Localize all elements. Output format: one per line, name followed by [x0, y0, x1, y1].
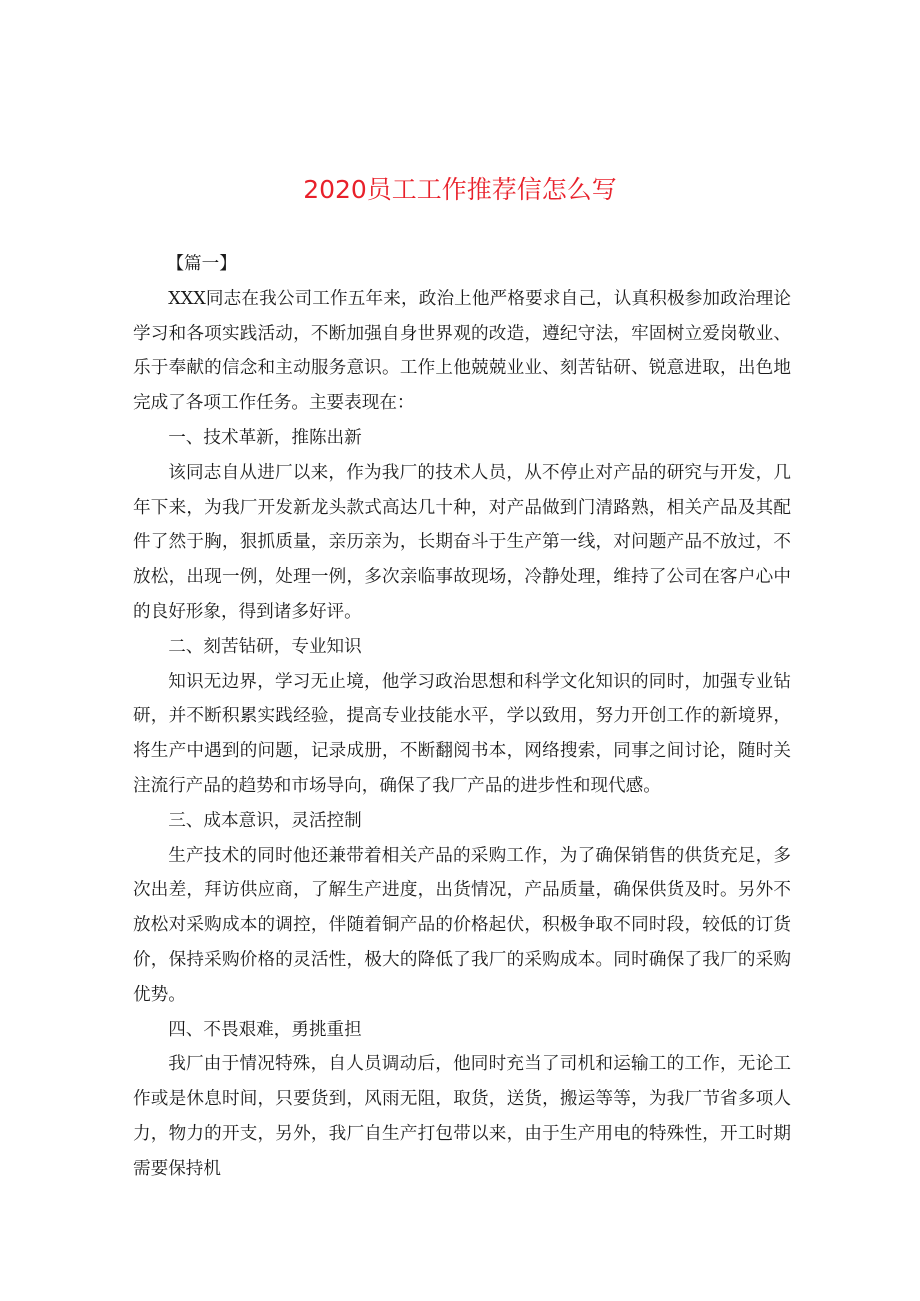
paragraph-technical-innovation: 该同志自从进厂以来，作为我厂的技术人员，从不停止对产品的研究与开发，几年下来，为我厂开发新龙头款式高达几十种，对产品做到门清路熟，相关产品及其配件了然于胸，狠抓质量，亲历亲为，长期奋斗于生产第一线，对问题产品不放过，不放松，出现一例，处理一例，多次亲临事故现场，冷静处理，维持了公司在客户心中的良好形象，得到诸多好评。 — [133, 462, 791, 622]
heading-professional-study: 二、刻苦钻研，专业知识 — [168, 636, 362, 657]
paragraph-take-on-burdens: 我厂由于情况特殊，自人员调动后，他同时充当了司机和运输工的工作，无论工作或是休息时间，只要货到，风雨无阻，取货，送货，搬运等等，为我厂节省多项人力，物力的开支，另外，我厂自生产打包带以来，由于生产用电的特殊性，开工时期需要保持机 — [133, 1054, 791, 1179]
heading-technical-innovation: 一、技术革新，推陈出新 — [168, 427, 362, 448]
document-title: 2020员工工作推荐信怎么写 — [303, 175, 617, 204]
section-label: 【篇一】 — [166, 254, 237, 274]
paragraph-cost-awareness: 生产技术的同时他还兼带着相关产品的采购工作，为了确保销售的供货充足，多次出差，拜访供应商，了解生产进度，出货情况，产品质量，确保供货及时。另外不放松对采购成本的调控，伴随着铜产品的价格起伏，积极争取不同时段，较低的订货价，保持采购价格的灵活性，极大的降低了我厂的采购成本。同时确保了我厂的采购优势。 — [133, 845, 791, 1005]
heading-cost-awareness: 三、成本意识，灵活控制 — [168, 810, 362, 831]
paragraph-professional-study: 知识无边界，学习无止境，他学习政治思想和科学文化知识的同时，加强专业钻研，并不断积累实践经验，提高专业技能水平，学以致用，努力开创工作的新境界，将生产中遇到的问题，记录成册，不断翻阅书本，网络搜索，同事之间讨论，随时关注流行产品的趋势和市场导向，确保了我厂产品的进步性和现代感。 — [133, 671, 791, 796]
paragraph-intro: XXX同志在我公司工作五年来，政治上他严格要求自己，认真积极参加政治理论学习和各项实践活动，不断加强自身世界观的改造，遵纪守法，牢固树立爱岗敬业、乐于奉献的信念和主动服务意识。工作上他兢兢业业、刻苦钻研、锐意进取，出色地完成了各项工作任务。主要表现在： — [133, 288, 791, 414]
document-body — [133, 247, 791, 1187]
heading-take-on-burdens: 四、不畏艰难，勇挑重担 — [168, 1019, 362, 1040]
